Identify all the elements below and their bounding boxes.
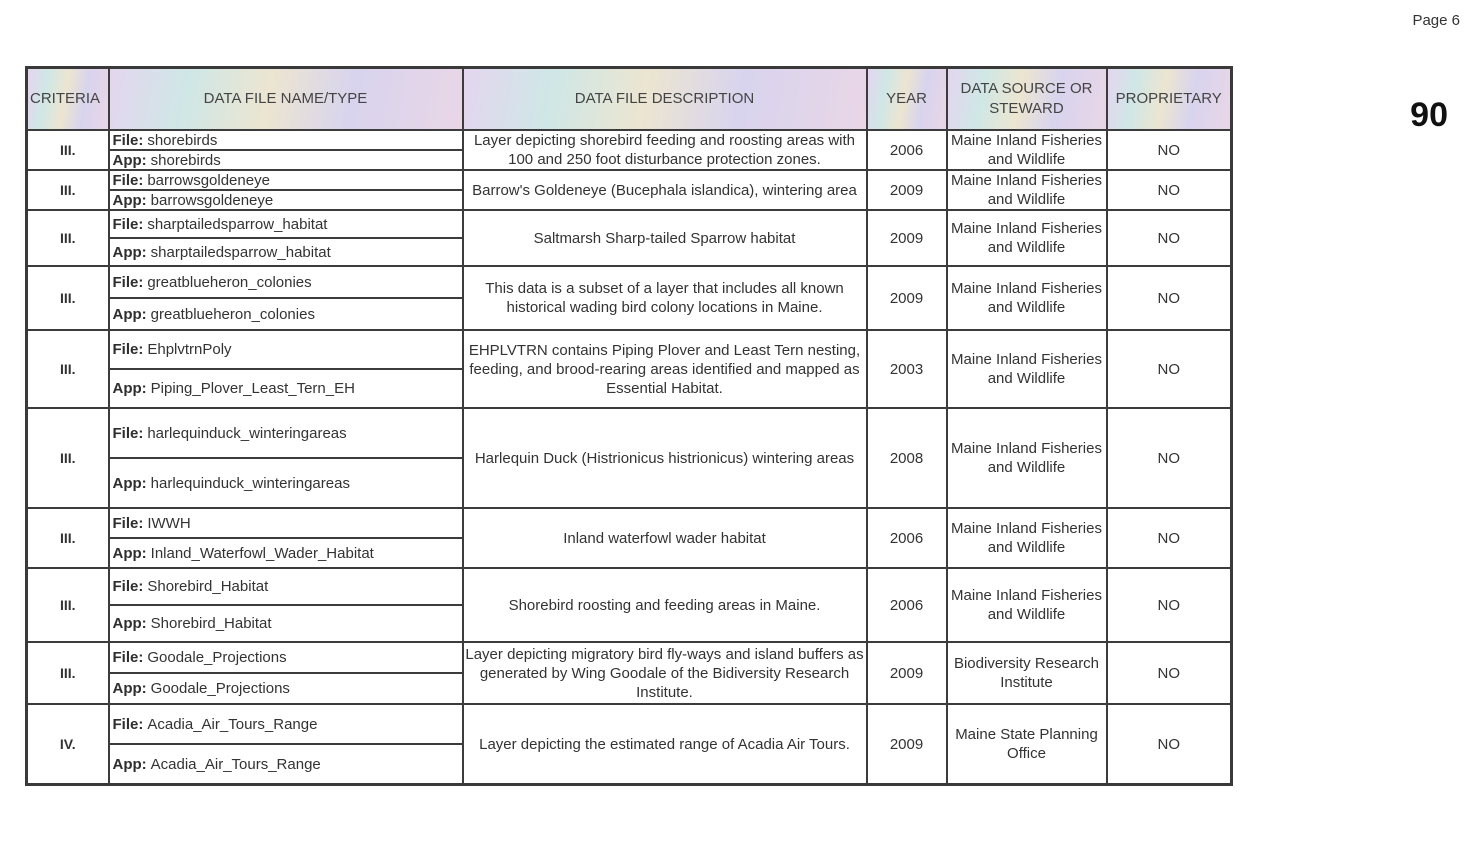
file-line — [110, 643, 462, 674]
page-number: 90 — [1410, 96, 1448, 134]
app-label: App: — [112, 151, 147, 169]
app-name: Shorebird_Habitat — [150, 615, 272, 632]
header-proprietary: PROPRIETARY — [1107, 68, 1232, 131]
file-line — [110, 131, 462, 151]
criteria-cell: III. — [27, 130, 109, 170]
header-description: DATA FILE DESCRIPTION — [463, 68, 867, 131]
header-criteria: CRITERIA — [27, 68, 109, 131]
year-cell: 2009 — [867, 210, 947, 266]
criteria-cell: III. — [27, 330, 109, 408]
file-label: File: — [112, 215, 144, 233]
header-source: DATA SOURCE OR STEWARD — [947, 68, 1107, 131]
table-row — [27, 642, 1232, 704]
description-cell: Inland waterfowl wader habitat — [463, 508, 867, 568]
app-line — [110, 191, 462, 209]
proprietary-cell: NO — [1107, 330, 1232, 408]
proprietary-cell: NO — [1107, 568, 1232, 642]
page-label: Page 6 — [1412, 12, 1460, 29]
file-name: greatblueheron_colonies — [147, 273, 312, 291]
file-line — [110, 171, 462, 191]
data-layers-table — [25, 66, 1233, 786]
app-line — [110, 151, 462, 169]
description-cell: This data is a subset of a layer that includes all known historical wading bird colony locations in Maine. — [463, 266, 867, 330]
description-cell: Saltmarsh Sharp-tailed Sparrow habitat — [463, 210, 867, 266]
source-cell: Maine State Planning Office — [947, 704, 1107, 785]
proprietary-cell: NO — [1107, 130, 1232, 170]
table-row — [27, 408, 1232, 508]
table-row — [27, 330, 1232, 408]
description-cell: Harlequin Duck (Histrionicus histrionicus) wintering areas — [463, 408, 867, 508]
source-cell: Maine Inland Fisheries and Wildlife — [947, 408, 1107, 508]
app-name: sharptailedsparrow_habitat — [150, 243, 331, 261]
file-name: harlequinduck_winteringareas — [147, 424, 347, 442]
table-row — [27, 210, 1232, 266]
app-line — [110, 459, 462, 507]
file-label: File: — [112, 341, 144, 358]
source-cell: Maine Inland Fisheries and Wildlife — [947, 130, 1107, 170]
proprietary-cell: NO — [1107, 704, 1232, 785]
source-cell: Maine Inland Fisheries and Wildlife — [947, 210, 1107, 266]
description-cell: Shorebird roosting and feeding areas in Maine. — [463, 568, 867, 642]
criteria-cell: III. — [27, 568, 109, 642]
app-label: App: — [112, 474, 147, 492]
file-label: File: — [112, 424, 144, 442]
description-cell: Layer depicting shorebird feeding and roosting areas with 100 and 250 foot disturbance protection zones. — [463, 130, 867, 170]
year-cell: 2006 — [867, 130, 947, 170]
app-label: App: — [112, 755, 147, 773]
proprietary-cell: NO — [1107, 170, 1232, 210]
app-line — [110, 606, 462, 641]
file-name: sharptailedsparrow_habitat — [147, 215, 328, 233]
proprietary-cell: NO — [1107, 266, 1232, 330]
header-row — [27, 68, 1232, 131]
file-name: Shorebird_Habitat — [147, 578, 269, 595]
file-name: shorebirds — [147, 131, 218, 149]
source-cell: Maine Inland Fisheries and Wildlife — [947, 266, 1107, 330]
file-name-cell — [109, 330, 463, 408]
file-line — [110, 509, 462, 539]
criteria-cell: III. — [27, 408, 109, 508]
file-name: IWWH — [147, 514, 191, 532]
file-name-cell — [109, 266, 463, 330]
table-row — [27, 130, 1232, 170]
file-name-cell — [109, 704, 463, 785]
file-name: barrowsgoldeneye — [147, 171, 270, 189]
file-line — [110, 331, 462, 370]
file-label: File: — [112, 715, 144, 733]
year-cell: 2009 — [867, 266, 947, 330]
file-name-cell — [109, 408, 463, 508]
file-name-cell — [109, 210, 463, 266]
app-line — [110, 299, 462, 329]
app-label: App: — [112, 305, 147, 323]
file-name-cell — [109, 130, 463, 170]
header-file-name: DATA FILE NAME/TYPE — [109, 68, 463, 131]
table-row — [27, 170, 1232, 210]
app-label: App: — [112, 544, 147, 562]
year-cell: 2008 — [867, 408, 947, 508]
table-row — [27, 568, 1232, 642]
description-cell: Barrow's Goldeneye (Bucephala islandica), wintering area — [463, 170, 867, 210]
file-name-cell — [109, 568, 463, 642]
year-cell: 2009 — [867, 642, 947, 704]
file-label: File: — [112, 514, 144, 532]
description-cell: EHPLVTRN contains Piping Plover and Least Tern nesting, feeding, and brood-rearing areas identified and mapped as Essential Habitat. — [463, 330, 867, 408]
criteria-cell: IV. — [27, 704, 109, 785]
criteria-cell: III. — [27, 642, 109, 704]
app-name: shorebirds — [150, 151, 221, 169]
year-cell: 2009 — [867, 704, 947, 785]
app-name: barrowsgoldeneye — [150, 191, 274, 209]
criteria-cell: III. — [27, 210, 109, 266]
file-label: File: — [112, 649, 144, 666]
file-line — [110, 267, 462, 299]
file-line — [110, 569, 462, 606]
proprietary-cell: NO — [1107, 642, 1232, 704]
criteria-cell: III. — [27, 508, 109, 568]
year-cell: 2003 — [867, 330, 947, 408]
file-name: Acadia_Air_Tours_Range — [147, 715, 318, 733]
app-name: Goodale_Projections — [150, 680, 290, 697]
file-name-cell — [109, 508, 463, 568]
year-cell: 2006 — [867, 508, 947, 568]
app-name: greatblueheron_colonies — [150, 305, 315, 323]
file-label: File: — [112, 131, 144, 149]
app-label: App: — [112, 380, 147, 397]
file-label: File: — [112, 578, 144, 595]
app-line — [110, 370, 462, 407]
criteria-cell: III. — [27, 170, 109, 210]
app-label: App: — [112, 615, 147, 632]
source-cell: Maine Inland Fisheries and Wildlife — [947, 568, 1107, 642]
proprietary-cell: NO — [1107, 508, 1232, 568]
file-label: File: — [112, 171, 144, 189]
source-cell: Maine Inland Fisheries and Wildlife — [947, 170, 1107, 210]
source-cell: Biodiversity Research Institute — [947, 642, 1107, 704]
year-cell: 2009 — [867, 170, 947, 210]
file-name-cell — [109, 170, 463, 210]
app-label: App: — [112, 191, 147, 209]
file-name: EhplvtrnPoly — [147, 341, 232, 358]
file-line — [110, 705, 462, 745]
criteria-cell: III. — [27, 266, 109, 330]
app-name: Piping_Plover_Least_Tern_EH — [150, 380, 355, 397]
app-line — [110, 745, 462, 783]
file-label: File: — [112, 273, 144, 291]
app-line — [110, 539, 462, 567]
table-row — [27, 704, 1232, 785]
app-label: App: — [112, 243, 147, 261]
file-name: Goodale_Projections — [147, 649, 287, 666]
file-line — [110, 409, 462, 459]
header-year: YEAR — [867, 68, 947, 131]
table-row — [27, 266, 1232, 330]
app-name: harlequinduck_winteringareas — [150, 474, 350, 492]
app-name: Inland_Waterfowl_Wader_Habitat — [150, 544, 374, 562]
proprietary-cell: NO — [1107, 408, 1232, 508]
proprietary-cell: NO — [1107, 210, 1232, 266]
year-cell: 2006 — [867, 568, 947, 642]
description-cell: Layer depicting the estimated range of Acadia Air Tours. — [463, 704, 867, 785]
app-line — [110, 239, 462, 265]
app-line — [110, 674, 462, 703]
app-name: Acadia_Air_Tours_Range — [150, 755, 321, 773]
source-cell: Maine Inland Fisheries and Wildlife — [947, 508, 1107, 568]
table-row — [27, 508, 1232, 568]
file-name-cell — [109, 642, 463, 704]
file-line — [110, 211, 462, 239]
source-cell: Maine Inland Fisheries and Wildlife — [947, 330, 1107, 408]
description-cell: Layer depicting migratory bird fly-ways and island buffers as generated by Wing Goodale of the Bidiversity Research Institute. — [463, 642, 867, 704]
app-label: App: — [112, 680, 147, 697]
